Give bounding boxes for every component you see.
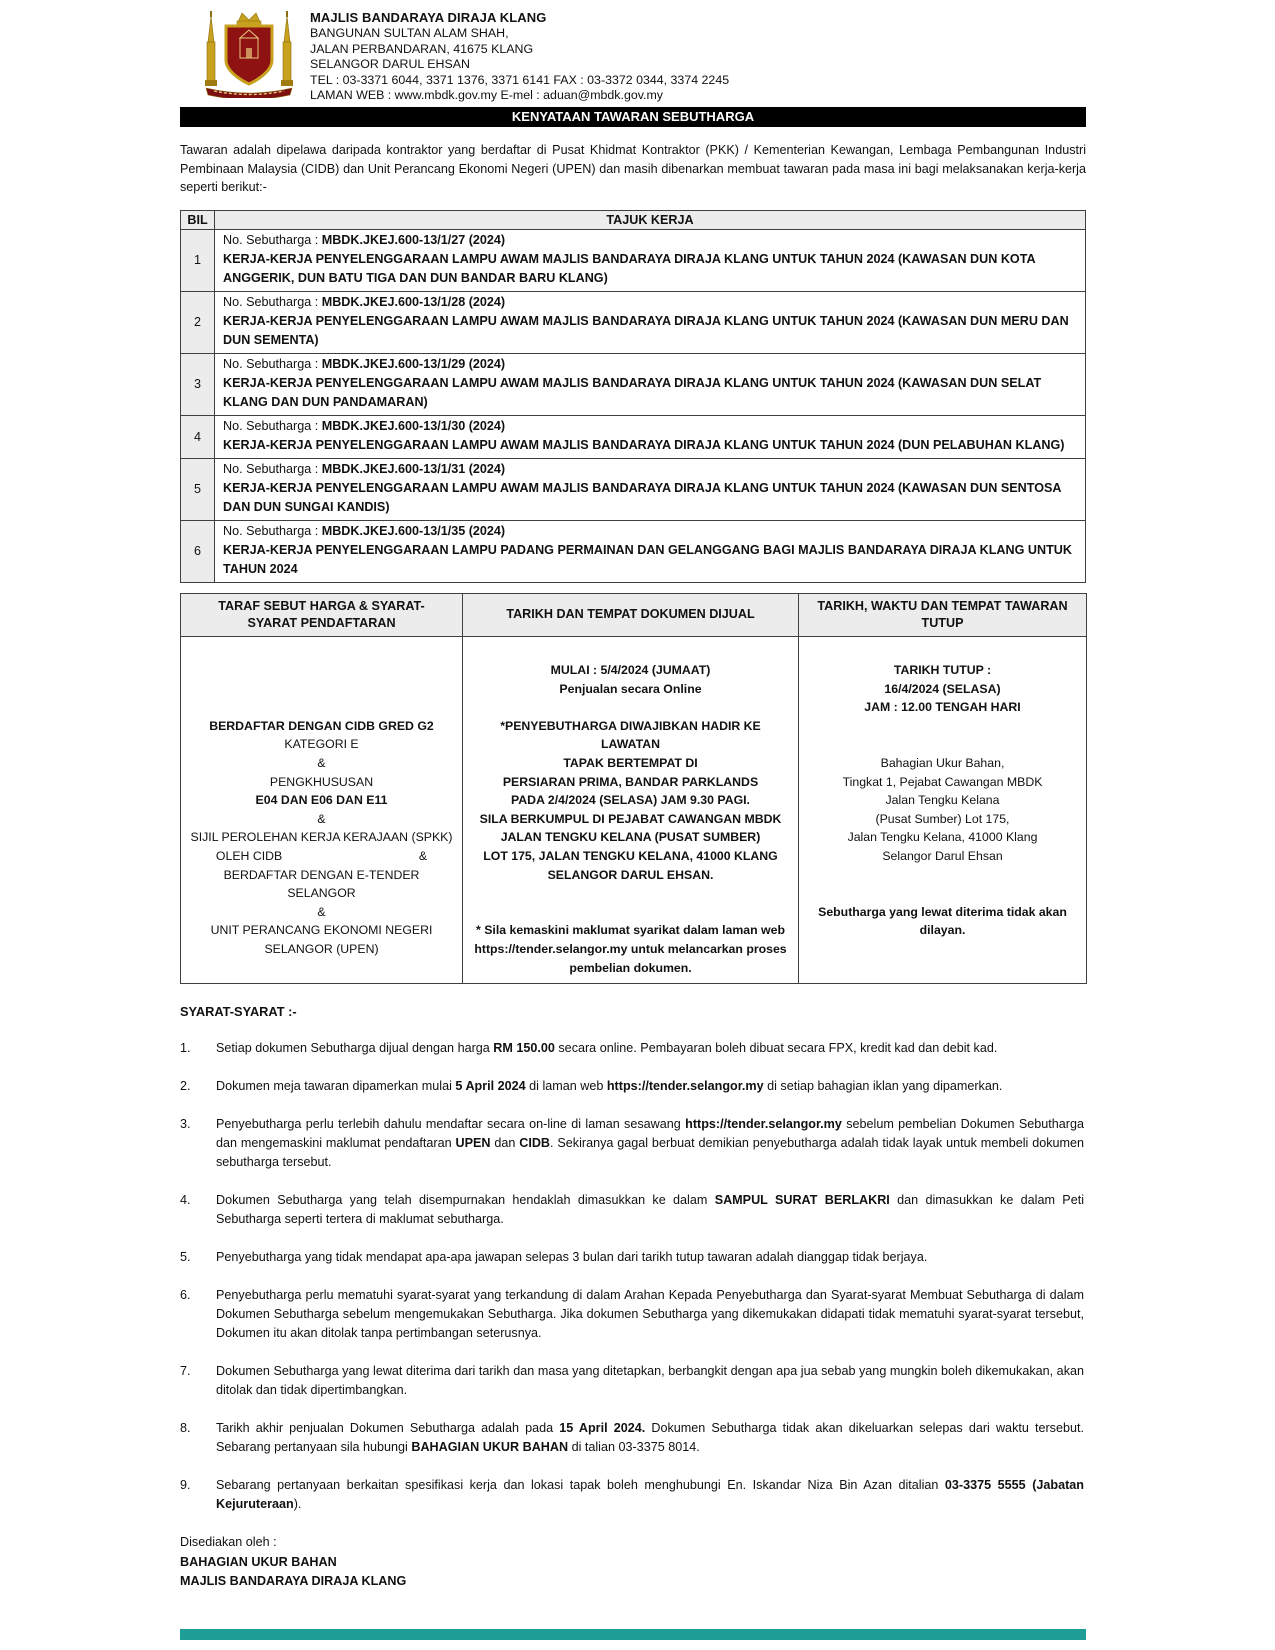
condition-text: Tarikh akhir penjualan Dokumen Sebutharga adalah pada 15 April 2024. Dokumen Sebutharga tidak akan dikeluarkan selepas dari waktu tersebut. Sebarang pertanyaan sila hubungi BAHAGIAN UKUR BAHAN di talian 03-3375 8014. <box>216 1421 1084 1455</box>
job-row-6 <box>181 520 1086 582</box>
job-row-number: 5 <box>181 458 215 520</box>
condition-item-8 <box>180 1419 1086 1457</box>
condition-text: Dokumen Sebutharga yang telah disempurnakan hendaklah dimasukkan ke dalam SAMPUL SURAT BERLAKRI dan dimasukkan ke dalam Peti Sebutharga seperti tertera di maklumat sebutharga. <box>216 1193 1084 1227</box>
condition-text: Dokumen meja tawaran dipamerkan mulai 5 April 2024 di laman web https://tender.selangor.my di setiap bahagian iklan yang dipamerkan. <box>216 1079 1003 1094</box>
conditions-heading: SYARAT-SYARAT :- <box>180 1004 297 1020</box>
condition-number: 7. <box>180 1364 191 1379</box>
condition-item-1 <box>180 1039 1086 1058</box>
job-ref-no: MBDK.JKEJ.600-13/1/35 (2024) <box>321 523 506 538</box>
condition-number: 3. <box>180 1117 191 1132</box>
job-row-number: 3 <box>181 353 215 415</box>
job-row-number: 1 <box>181 229 215 291</box>
crest-banner <box>206 88 292 98</box>
job-row-4 <box>181 415 1086 458</box>
condition-number: 1. <box>180 1041 191 1056</box>
condition-text: Setiap dokumen Sebutharga dijual dengan harga RM 150.00 secara online. Pembayaran boleh dibuat secara FPX, kredit kad dan debit kad. <box>216 1041 998 1056</box>
job-ref-line: No. Sebutharga : MBDK.JKEJ.600-13/1/28 (2024) <box>223 294 506 309</box>
condition-item-2 <box>180 1077 1086 1096</box>
prepared-by-department: BAHAGIAN UKUR BAHAN <box>180 1554 337 1569</box>
job-row-3 <box>181 353 1086 415</box>
condition-item-4 <box>180 1191 1086 1229</box>
job-row-number: 2 <box>181 291 215 353</box>
job-row-2 <box>181 291 1086 353</box>
info-header-tawaran-tutup: TARIKH, WAKTU DAN TEMPAT TAWARAN TUTUP <box>799 593 1087 636</box>
condition-number: 6. <box>180 1288 191 1303</box>
job-title: KERJA-KERJA PENYELENGGARAAN LAMPU AWAM MAJLIS BANDARAYA DIRAJA KLANG UNTUK TAHUN 2024 (KAWASAN DUN SENTOSA DAN DUN SUNGAI KANDIS) <box>223 480 1062 514</box>
footer-accent-bar <box>180 1629 1086 1640</box>
condition-text: Penyebutharga perlu mematuhi syarat-syarat yang terkandung di dalam Arahan Kepada Penyebutharga dan Syarat-syarat Membuat Sebutharga di dalam Dokumen Sebutharga sebelum mengemukakan Sebutharga. Jika dokumen Sebutharga yang dikemukakan didapati tidak mematuhi syarat-syarat tersebut, Dokumen itu akan ditolak tanpa pertimbangan seterusnya. <box>216 1288 1084 1341</box>
jobs-table <box>180 210 1086 583</box>
letterhead <box>180 0 1086 103</box>
job-ref-line: No. Sebutharga : MBDK.JKEJ.600-13/1/30 (2024) <box>223 418 506 433</box>
job-title: KERJA-KERJA PENYELENGGARAAN LAMPU PADANG PERMAINAN DAN GELANGGANG BAGI MAJLIS BANDARAYA DIRAJA KLANG UNTUK TAHUN 2024 <box>223 542 1072 576</box>
prepared-by-org: MAJLIS BANDARAYA DIRAJA KLANG <box>180 1574 407 1589</box>
info-header-taraf: TARAF SEBUT HARGA & SYARAT-SYARAT PENDAFTARAN <box>181 593 463 636</box>
info-header-dokumen-dijual: TARIKH DAN TEMPAT DOKUMEN DIJUAL <box>463 593 799 636</box>
job-title: KERJA-KERJA PENYELENGGARAAN LAMPU AWAM MAJLIS BANDARAYA DIRAJA KLANG UNTUK TAHUN 2024 (KAWASAN DUN KOTA ANGGERIK, DUN BATU TIGA DAN DUN BANDAR BARU KLANG) <box>223 251 1036 285</box>
job-ref-no: MBDK.JKEJ.600-13/1/30 (2024) <box>321 418 506 433</box>
job-row-number: 6 <box>181 520 215 582</box>
jobs-header-bil: BIL <box>181 210 215 229</box>
org-address-line-2: JALAN PERBANDARAN, 41675 KLANG <box>310 41 534 56</box>
crest-left-spire <box>205 11 217 86</box>
org-contact-line: TEL : 03-3371 6044, 3371 1376, 3371 6141 FAX : 03-3372 0344, 3374 2245 <box>310 72 730 87</box>
jobs-header-tajuk: TAJUK KERJA <box>215 210 1086 229</box>
condition-number: 2. <box>180 1079 191 1094</box>
org-address-line-1: BANGUNAN SULTAN ALAM SHAH, <box>310 26 509 40</box>
job-ref-line: No. Sebutharga : MBDK.JKEJ.600-13/1/35 (2024) <box>223 523 506 538</box>
job-ref-line: No. Sebutharga : MBDK.JKEJ.600-13/1/29 (2024) <box>223 356 506 371</box>
info-cell-taraf: BERDAFTAR DENGAN CIDB GRED G2 KATEGORI E & PENGKHUSUSAN E04 DAN E06 DAN E11 & SIJIL PEROLEHAN KERJA KERAJAAN (SPKK) OLEH CIDB & BERDAFTAR DENGAN E-TENDER SELANGOR & UNIT PERANCANG EKONOMI NEGERI SELANGOR (UPEN) <box>181 636 463 984</box>
job-ref-line: No. Sebutharga : MBDK.JKEJ.600-13/1/27 (2024) <box>223 232 506 247</box>
tender-info-table <box>180 593 1087 985</box>
prepared-by-block <box>180 1533 1086 1592</box>
condition-item-3 <box>180 1115 1086 1172</box>
condition-item-6 <box>180 1286 1086 1343</box>
condition-item-9 <box>180 1476 1086 1514</box>
job-ref-line: No. Sebutharga : MBDK.JKEJ.600-13/1/31 (2024) <box>223 461 506 476</box>
crest-crown <box>237 13 261 25</box>
intro-paragraph: Tawaran adalah dipelawa daripada kontraktor yang berdaftar di Pusat Khidmat Kontraktor (PKK) / Kementerian Kewangan, Lembaga Pembangunan Industri Pembinaan Malaysia (CIDB) dan Unit Perancang Ekonomi Negeri (UPEN) dan masih dibenarkan membuat tawaran pada masa ini bagi melaksanakan kerja-kerja seperti berikut:- <box>180 143 1086 194</box>
condition-number: 5. <box>180 1250 191 1265</box>
job-title: KERJA-KERJA PENYELENGGARAAN LAMPU AWAM MAJLIS BANDARAYA DIRAJA KLANG UNTUK TAHUN 2024 (KAWASAN DUN SELAT KLANG DAN DUN PANDAMARAN) <box>223 375 1042 409</box>
info-cell-tawaran-tutup: TARIKH TUTUP : 16/4/2024 (SELASA) JAM : 12.00 TENGAH HARI Bahagian Ukur Bahan, Tingkat 1, Pejabat Cawangan MBDK Jalan Tengku Kelana (Pusat Sumber) Lot 175, Jalan Tengku Kelana, 41000 Klang Selangor Darul Ehsan Sebutharga yang lewat diterima tidak akan dilayan. <box>799 636 1087 984</box>
condition-number: 4. <box>180 1193 191 1208</box>
org-address-line-3: SELANGOR DARUL EHSAN <box>310 57 470 72</box>
org-name: MAJLIS BANDARAYA DIRAJA KLANG <box>310 10 547 25</box>
job-row-1 <box>181 229 1086 291</box>
job-ref-no: MBDK.JKEJ.600-13/1/27 (2024) <box>321 232 506 247</box>
document-title-bar: KENYATAAN TAWARAN SEBUTHARGA <box>180 107 1086 127</box>
job-ref-no: MBDK.JKEJ.600-13/1/29 (2024) <box>321 356 506 371</box>
condition-item-7 <box>180 1362 1086 1400</box>
org-web-line: LAMAN WEB : www.mbdk.gov.my E-mel : aduan@mbdk.gov.my <box>310 88 663 103</box>
crest-shield <box>226 26 272 84</box>
prepared-by-label: Disediakan oleh : <box>180 1535 277 1550</box>
condition-text: Sebarang pertanyaan berkaitan spesifikasi kerja dan lokasi tapak boleh menghubungi En. Iskandar Niza Bin Azan ditalian 03-3375 5555 (Jabatan Kejuruteraan). <box>216 1478 1084 1512</box>
job-title: KERJA-KERJA PENYELENGGARAAN LAMPU AWAM MAJLIS BANDARAYA DIRAJA KLANG UNTUK TAHUN 2024 (KAWASAN DUN MERU DAN DUN SEMENTA) <box>223 313 1069 347</box>
condition-text: Penyebutharga yang tidak mendapat apa-apa jawapan selepas 3 bulan dari tarikh tutup tawaran adalah dianggap tidak berjaya. <box>216 1250 928 1265</box>
condition-item-5 <box>180 1248 1086 1267</box>
mbdk-crest-logo <box>198 8 300 98</box>
job-row-5 <box>181 458 1086 520</box>
condition-text: Dokumen Sebutharga yang lewat diterima dari tarikh dan masa yang ditetapkan, berbangkit dengan apa jua sebab yang mungkin boleh dikemukakan, akan ditolak dan tidak dipertimbangkan. <box>216 1364 1084 1398</box>
letterhead-text <box>310 8 729 104</box>
crest-right-spire <box>281 11 293 86</box>
job-row-number: 4 <box>181 415 215 458</box>
document-page <box>180 0 1086 1592</box>
info-cell-dokumen-dijual: MULAI : 5/4/2024 (JUMAAT) Penjualan secara Online *PENYEBUTHARGA DIWAJIBKAN HADIR KE LAWATAN TAPAK BERTEMPAT DI PERSIARAN PRIMA, BANDAR PARKLANDS PADA 2/4/2024 (SELASA) JAM 9.30 PAGI. SILA BERKUMPUL DI PEJABAT CAWANGAN MBDK JALAN TENGKU KELANA (PUSAT SUMBER) LOT 175, JALAN TENGKU KELANA, 41000 KLANG SELANGOR DARUL EHSAN. * Sila kemaskini maklumat syarikat dalam laman web https://tender.selangor.my untuk melancarkan proses pembelian dokumen. <box>463 636 799 984</box>
job-ref-no: MBDK.JKEJ.600-13/1/31 (2024) <box>321 461 506 476</box>
job-ref-no: MBDK.JKEJ.600-13/1/28 (2024) <box>321 294 506 309</box>
condition-text: Penyebutharga perlu terlebih dahulu mendaftar secara on-line di laman sesawang https://tender.selangor.my sebelum pembelian Dokumen Sebutharga dan mengemaskini maklumat pendaftaran UPEN dan CIDB. Sekiranya gagal berbuat demikian penyebutharga adalah tidak layak untuk membeli dokumen sebutharga tersebut. <box>216 1117 1085 1170</box>
condition-number: 9. <box>180 1478 191 1493</box>
job-title: KERJA-KERJA PENYELENGGARAAN LAMPU AWAM MAJLIS BANDARAYA DIRAJA KLANG UNTUK TAHUN 2024 (DUN PELABUHAN KLANG) <box>223 437 1065 452</box>
condition-number: 8. <box>180 1421 191 1436</box>
